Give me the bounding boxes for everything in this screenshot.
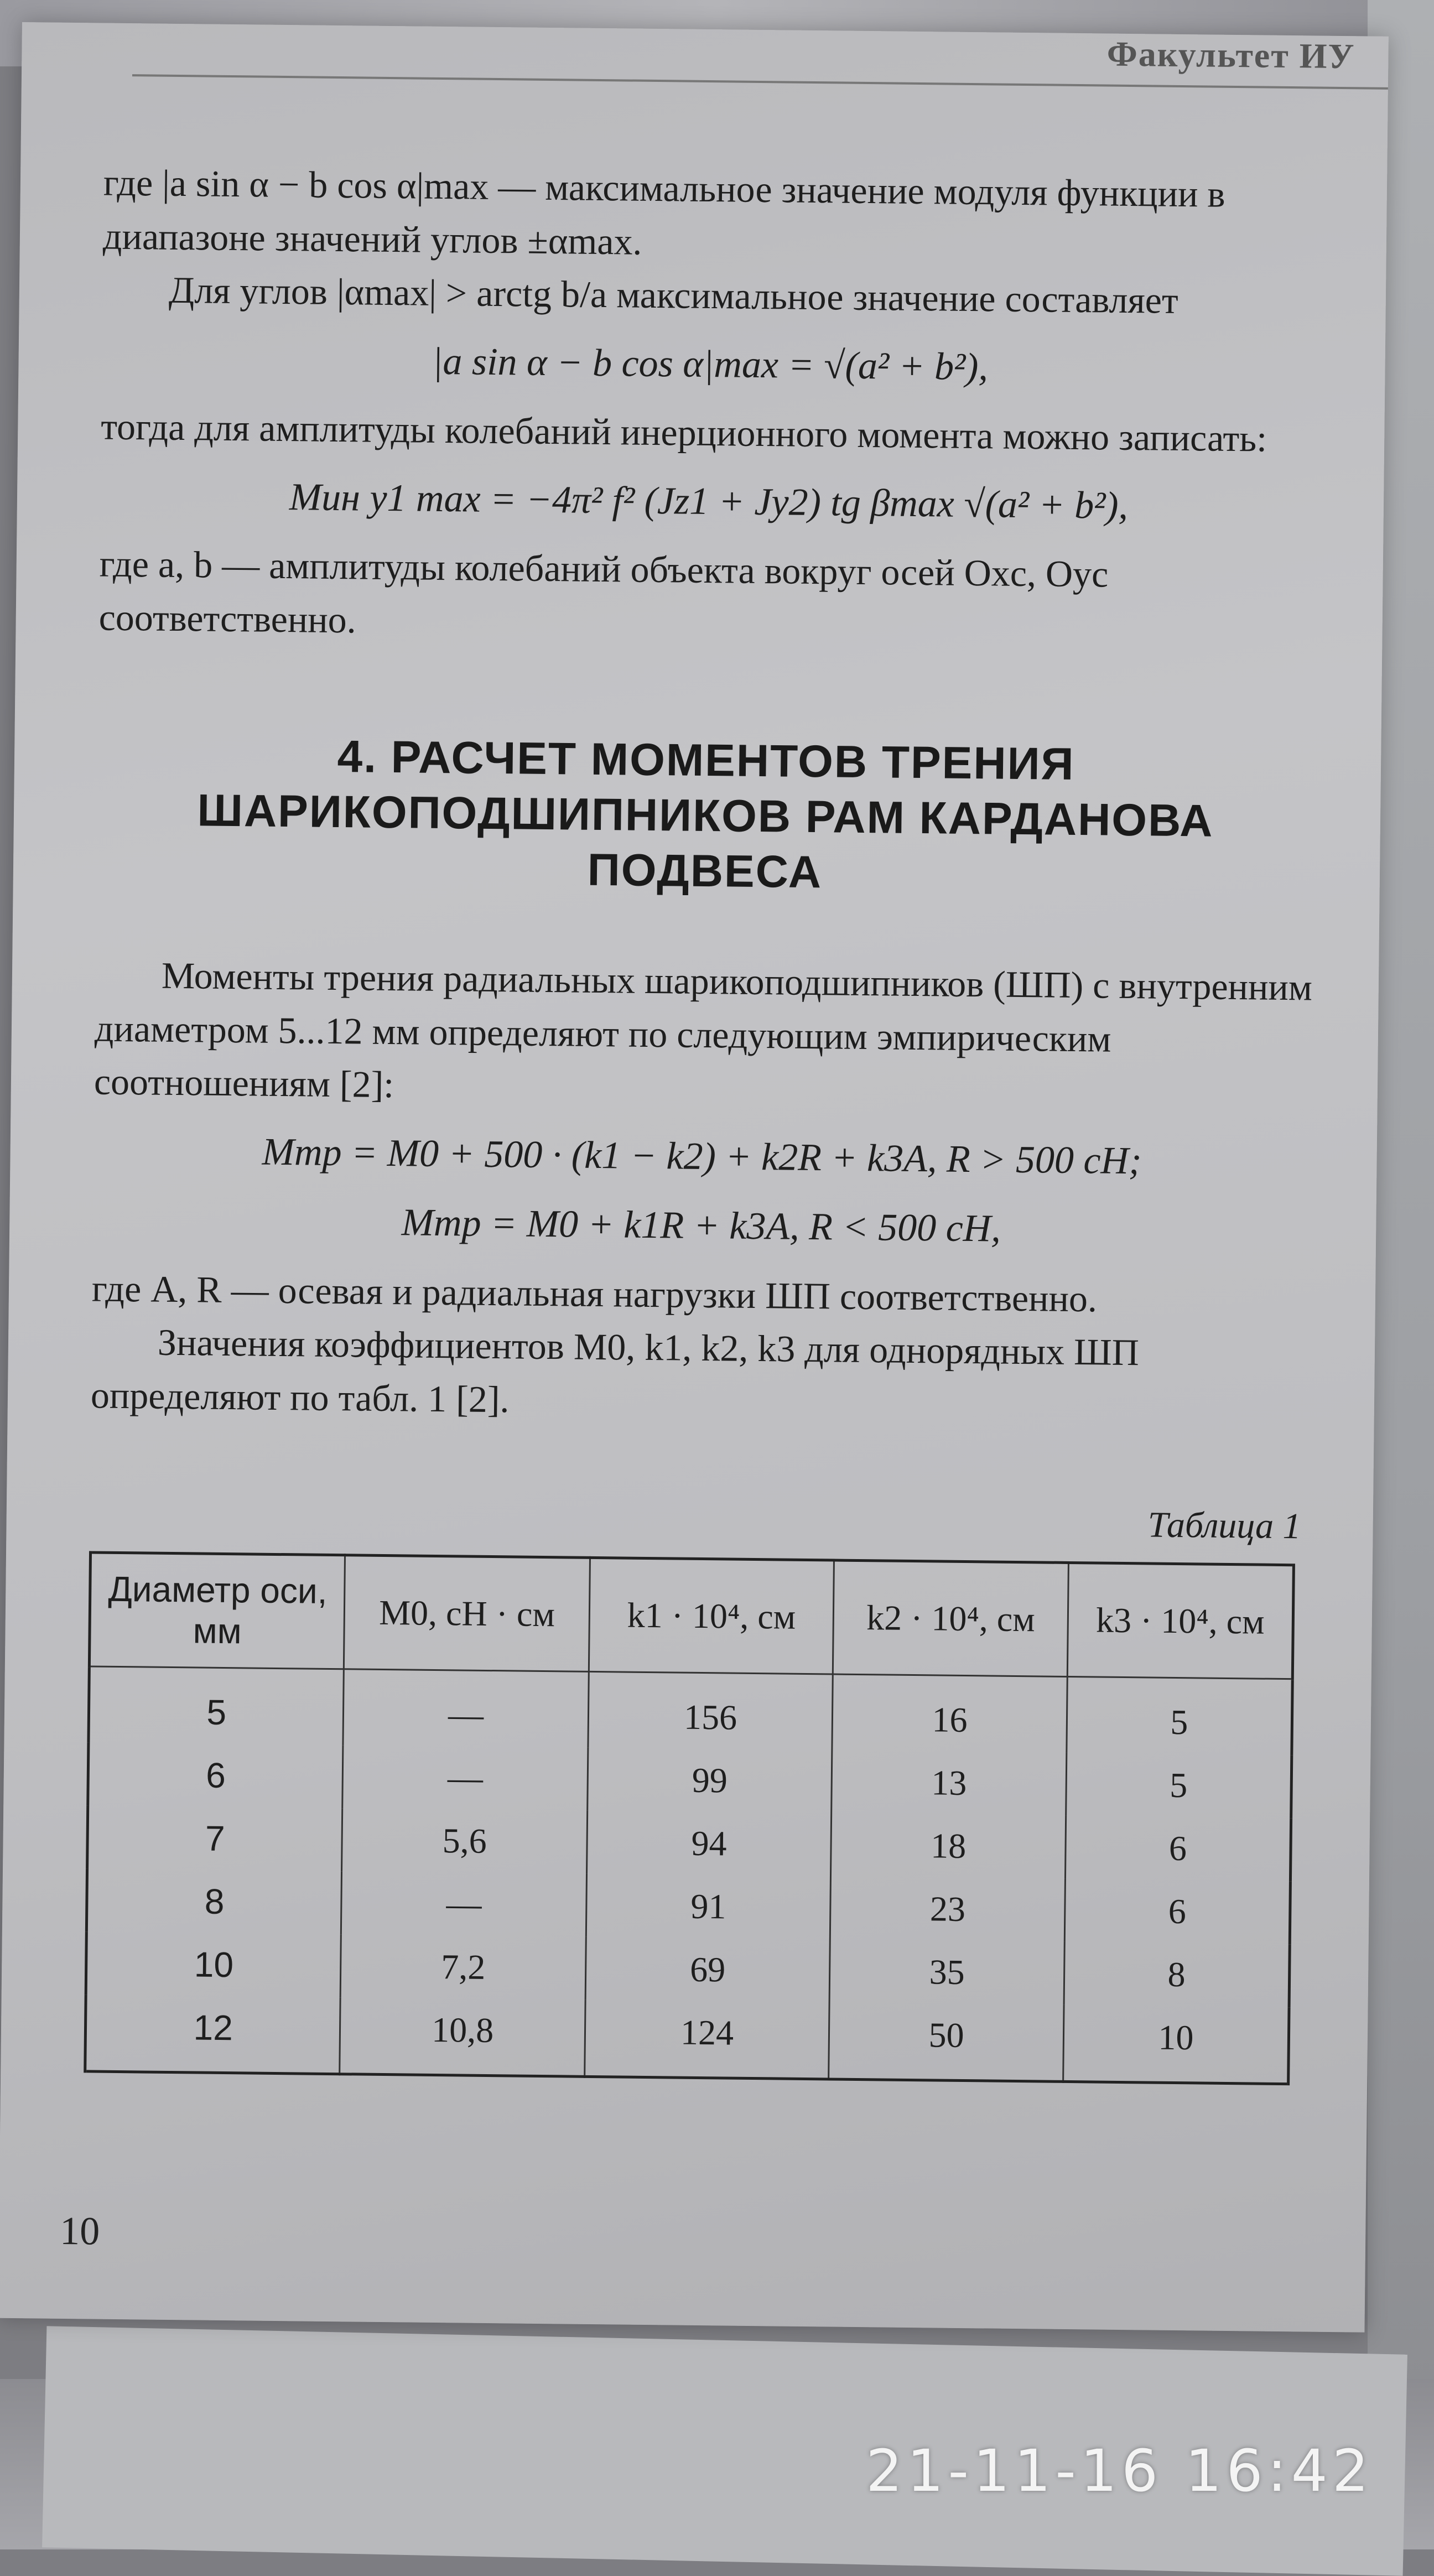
table-row [86,1931,1290,2007]
camera-timestamp: 21-11-16 16:42 [866,2437,1373,2505]
section-title: 4. РАСЧЕТ МОМЕНТОВ ТРЕНИЯ ШАРИКОПОДШИПНИКОВ РАМ КАРДАНОВА ПОДВЕСА [197,731,1214,898]
paragraph-5: Моменты трения радиальных шарикоподшипников (ШП) с внутренним диаметром 5...12 мм определяют по следующим эмпирическим соотношениям [2]: [93,954,1313,1106]
table-header-cell: k1 · 10⁴, см [589,1557,834,1674]
table-cell: 16 [832,1674,1067,1753]
paragraph-6: где A, R — осевая и радиальная нагрузки ШП соответственно. [91,1267,1098,1320]
table-header-cell: k3 · 10⁴, см [1067,1562,1293,1679]
table-cell: 8 [1064,1942,1290,2007]
header-rule [132,74,1388,90]
table-cell: 5 [1067,1676,1292,1755]
table-cell: 5 [89,1666,344,1745]
paragraph-4: где a, b — амплитуды колебаний объекта вокруг осей Oxc, Oyc соответственно. [98,542,1109,641]
table-cell: — [343,1669,589,1748]
table-cell: 124 [585,2000,830,2079]
table-cell: 12 [85,1995,341,2074]
table-cell: 23 [830,1876,1066,1941]
table-cell: 6 [88,1742,344,1808]
table-row [85,1995,1289,2084]
table-caption: Таблица 1 [1147,1504,1302,1547]
table-row [89,1666,1292,1755]
paragraph-1: где |a sin α − b cos α|max — максимальное значение модуля функции в диапазоне значений углов ±αmax. [102,161,1226,263]
table-cell: 6 [1064,1879,1290,1944]
table-header-cell: Диаметр оси, мм [89,1552,345,1669]
table-row [86,1868,1290,1944]
formula-1: |a sin α − b cos α|max = √(a² + b²), [432,340,989,388]
table-cell: 94 [586,1811,832,1877]
page-number: 10 [59,2208,100,2253]
table-cell: — [342,1745,588,1811]
table-cell: 99 [588,1748,833,1814]
table-cell: 10 [86,1931,341,1997]
table-cell: 91 [586,1874,831,1940]
formula-2: Mин y1 max = −4π² f² (Jz1 + Jy2) tg βmax √(a² + b²), [289,475,1129,527]
table-header-cell: k2 · 10⁴, см [833,1560,1069,1676]
running-header: Факультет ИУ [1106,34,1355,76]
table-header-cell: M0, сН · см [344,1555,590,1672]
paragraph-2: Для углов |αmax| > arctg b/a максимальное значение составляет [168,268,1179,322]
table-cell: 69 [585,1937,830,2003]
table-cell: 18 [831,1813,1066,1878]
formula-4: Mтр = M0 + k1R + k3A, R < 500 сН, [401,1201,1001,1250]
table-cell: 6 [1065,1816,1291,1881]
book-page [0,22,1389,2333]
table-cell: — [341,1871,587,1937]
table-cell: 156 [588,1671,833,1750]
table-cell: 7 [87,1805,343,1871]
table-cell: 7,2 [341,1934,586,2000]
table-cell: 8 [86,1868,342,1934]
table-header-row [89,1552,1293,1679]
table-row [87,1805,1291,1881]
table-row [88,1742,1292,1818]
table-cell: 13 [832,1750,1067,1815]
page-content [84,156,1321,2086]
table-cell: 50 [829,2002,1064,2081]
coefficients-table [84,1551,1295,2085]
paragraph-3: тогда для амплитуды колебаний инерционного момента можно записать: [100,405,1267,460]
table-cell: 10 [1063,2005,1289,2084]
formula-3: Mтр = M0 + 500 · (k1 − k2) + k2R + k3A, R > 500 сН; [262,1130,1142,1183]
table-cell: 5 [1066,1753,1292,1818]
table-cell: 35 [829,1939,1064,2004]
table-cell: 5,6 [342,1808,588,1874]
paragraph-7: Значения коэффициентов M0, k1, k2, k3 для однорядных ШП определяют по табл. 1 [2]. [90,1321,1140,1421]
table-cell: 10,8 [340,1997,585,2076]
